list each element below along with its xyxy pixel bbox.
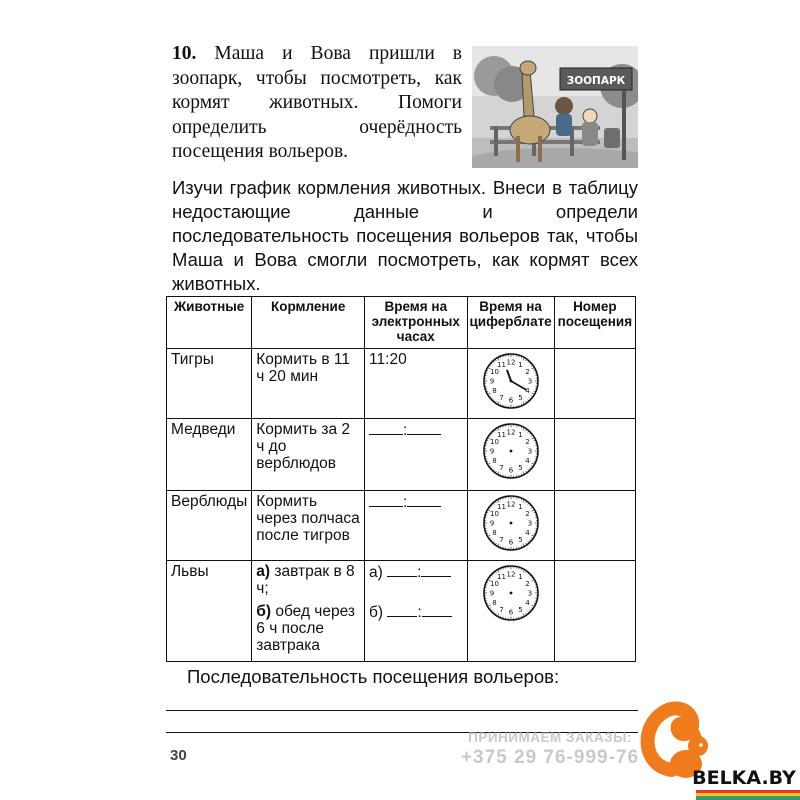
clock-numeral: 10	[489, 510, 499, 519]
header-dial-time: Время на циферблате	[467, 297, 554, 349]
clock-numeral: 12	[506, 570, 516, 579]
minute-blank[interactable]	[407, 493, 441, 507]
instruction-text: Изучи график кормления животных. Внеси в таблицу недостающие данные и определи последовательность посещения вольеров так, чтобы Маша и Вова смогли посмотреть, как кормят всех животных.	[172, 177, 638, 294]
feeding-schedule-table	[166, 296, 636, 662]
clock-numeral: 11	[496, 503, 506, 512]
table-row-camels	[167, 491, 636, 561]
animal-tigers: Тигры	[167, 349, 252, 419]
clock-numeral: 5	[517, 394, 523, 403]
hour-blank[interactable]	[387, 563, 417, 577]
clock-numeral: 2	[524, 580, 530, 589]
visit-number-bears[interactable]	[554, 419, 635, 491]
clock-numeral: 12	[506, 428, 516, 437]
clock-numeral: 9	[489, 589, 494, 598]
belka-logo	[636, 690, 800, 800]
clock-numeral: 9	[489, 519, 494, 528]
clock-center	[509, 450, 512, 453]
clock-numeral: 3	[527, 519, 532, 528]
hour-blank[interactable]	[369, 493, 403, 507]
digital-time-tigers: 11:20	[365, 349, 467, 419]
clock-numeral: 6	[508, 466, 513, 475]
clock-numeral: 12	[506, 358, 516, 367]
clock-face-lions[interactable]	[481, 563, 541, 623]
clock-numeral: 10	[489, 368, 499, 377]
minute-blank[interactable]	[407, 421, 441, 435]
dial-cell-bears	[467, 419, 554, 491]
clock-numeral: 7	[498, 606, 504, 615]
clock-numeral: 10	[489, 438, 499, 447]
sequence-label: Последовательность посещения вольеров:	[187, 666, 560, 687]
watermark-line-1: ПРИНИМАЕМ ЗАКАЗЫ:	[468, 730, 632, 745]
feeding-lions	[252, 561, 365, 662]
visit-number-tigers[interactable]	[554, 349, 635, 419]
lunch-slot-label: б)	[369, 604, 384, 621]
time-slot-camels[interactable]	[369, 494, 441, 511]
clock-numeral: 11	[496, 361, 506, 370]
clock-numeral: 5	[517, 536, 523, 545]
clock-numeral: 12	[506, 500, 516, 509]
time-separator: :	[403, 494, 408, 511]
time-separator: :	[417, 564, 422, 581]
feeding-camels: Кормить через полчаса после тигров	[252, 491, 365, 561]
clock-numeral: 1	[517, 573, 523, 582]
lunch-label: б)	[256, 603, 272, 620]
clock-numeral: 8	[491, 457, 497, 466]
dial-cell-lions	[467, 561, 554, 662]
clock-center	[509, 522, 512, 525]
header-visit-number: Номер посещения	[554, 297, 635, 349]
page-number: 30	[170, 747, 187, 764]
animal-camels: Верблюды	[167, 491, 252, 561]
clock-face-bears[interactable]	[481, 421, 541, 481]
clock-face-tigers	[481, 351, 541, 411]
clock-numeral: 1	[517, 431, 523, 440]
time-slot-bears[interactable]	[369, 422, 441, 439]
clock-numeral: 3	[527, 589, 532, 598]
clock-center	[509, 592, 512, 595]
time-separator: :	[403, 422, 408, 439]
header-feeding: Кормление	[252, 297, 365, 349]
visit-number-camels[interactable]	[554, 491, 635, 561]
time-slot-lions-lunch[interactable]	[369, 603, 462, 621]
clock-numeral: 7	[498, 464, 504, 473]
hour-blank[interactable]	[369, 421, 403, 435]
clock-numeral: 6	[508, 396, 513, 405]
table-row-bears	[167, 419, 636, 491]
clock-numeral: 3	[527, 447, 532, 456]
clock-numeral: 2	[524, 438, 530, 447]
clock-face-camels[interactable]	[481, 493, 541, 553]
breakfast-slot-label: а)	[369, 564, 383, 581]
clock-numeral: 11	[496, 431, 506, 440]
clock-numeral: 6	[508, 538, 513, 547]
header-animals: Животные	[167, 297, 252, 349]
clock-numeral: 3	[527, 377, 532, 386]
clock-numeral: 4	[524, 387, 530, 396]
task-number: 10.	[172, 43, 197, 64]
clock-numeral: 2	[524, 510, 530, 519]
clock-numeral: 1	[517, 361, 523, 370]
animal-bears: Медведи	[167, 419, 252, 491]
minute-blank[interactable]	[422, 603, 452, 617]
watermark-line-2: +375 29 76-999-76	[460, 747, 640, 768]
breakfast-label: а)	[256, 563, 271, 580]
clock-numeral: 10	[489, 580, 499, 589]
brand-name: BELKA.BY	[692, 767, 796, 789]
dial-cell-tigers	[467, 349, 554, 419]
clock-numeral: 5	[517, 464, 523, 473]
clock-numeral: 8	[491, 599, 497, 608]
minute-blank[interactable]	[421, 563, 451, 577]
digital-time-camels[interactable]	[365, 491, 467, 561]
table-row-tigers	[167, 349, 636, 419]
table-row-lions	[167, 561, 636, 662]
clock-numeral: 9	[489, 377, 494, 386]
clock-numeral: 6	[508, 608, 513, 617]
task-text	[172, 42, 462, 165]
clock-numeral: 4	[524, 529, 530, 538]
clock-numeral: 8	[491, 529, 497, 538]
dial-cell-camels	[467, 491, 554, 561]
clock-numeral: 7	[498, 536, 504, 545]
time-slot-lions-breakfast[interactable]	[369, 563, 462, 581]
animal-lions: Львы	[167, 561, 252, 662]
clock-numeral: 11	[496, 573, 506, 582]
digital-time-bears[interactable]	[365, 419, 467, 491]
table-header-row	[167, 297, 636, 349]
lunch-text: обед через 6 ч после завтрака	[256, 603, 356, 654]
clock-numeral: 1	[517, 503, 523, 512]
clock-numeral: 7	[498, 394, 504, 403]
hour-blank[interactable]	[387, 603, 417, 617]
watermark-text	[460, 730, 640, 769]
clock-numeral: 4	[524, 599, 530, 608]
visit-number-lions[interactable]	[554, 561, 635, 662]
digital-time-lions[interactable]	[365, 561, 467, 662]
time-separator: :	[417, 604, 422, 621]
clock-numeral: 8	[491, 387, 497, 396]
header-digital-time: Время на электронных часах	[365, 297, 467, 349]
breakfast-text: завтрак в 8 ч;	[256, 563, 355, 597]
clock-numeral: 5	[517, 606, 523, 615]
clock-center	[509, 380, 512, 383]
task-description: Маша и Вова пришли в зоопарк, чтобы посмотреть, как кормят животных. Помоги определить очерёдность посещения вольеров.	[172, 43, 462, 162]
zoo-sign-text: ЗООПАРК	[566, 75, 626, 87]
clock-numeral: 9	[489, 447, 494, 456]
answer-line-1[interactable]	[166, 710, 638, 711]
feeding-tigers: Кормить в 11 ч 20 мин	[252, 349, 365, 419]
clock-numeral: 2	[524, 368, 530, 377]
feeding-bears: Кормить за 2 ч до верблюдов	[252, 419, 365, 491]
zoo-illustration	[472, 46, 638, 168]
clock-numeral: 4	[524, 457, 530, 466]
